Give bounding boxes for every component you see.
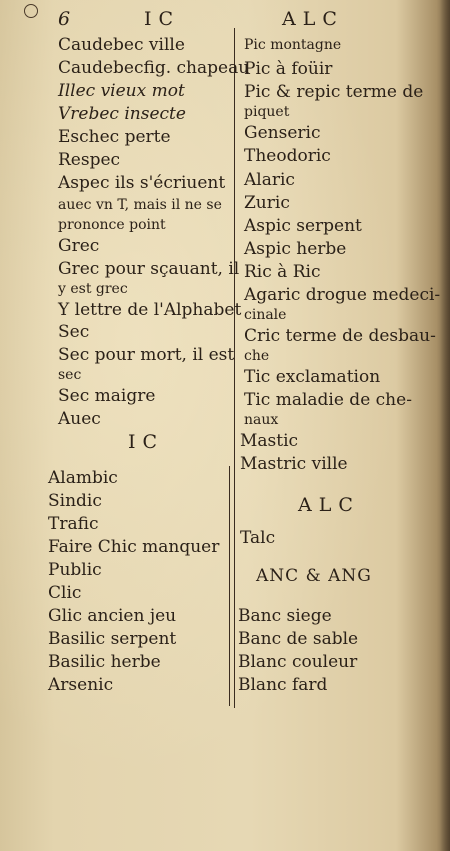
entry: Sindic bbox=[48, 491, 102, 511]
entry: Faire Chic manquer bbox=[48, 537, 220, 557]
entry: Glic ancien jeu bbox=[48, 606, 177, 626]
entry: prononce point bbox=[58, 217, 166, 233]
entry: Cric terme de desbau- bbox=[244, 326, 436, 346]
entry: Alambic bbox=[48, 468, 118, 488]
entry: Zuric bbox=[244, 193, 290, 213]
right-subheader-anc: ANC & ANG bbox=[256, 566, 372, 586]
entry: Illec vieux mot bbox=[58, 81, 185, 101]
page-number: 6 bbox=[58, 8, 71, 30]
entry: sec bbox=[58, 367, 82, 383]
entry: Mastic bbox=[240, 431, 299, 451]
right-header: ALC bbox=[282, 8, 344, 30]
entry: Caudebec ville bbox=[58, 35, 185, 55]
entry: Alaric bbox=[244, 170, 295, 190]
entry: Sec bbox=[58, 322, 90, 342]
entry: Pic à foüir bbox=[244, 59, 333, 79]
right-subheader-alc: ALC bbox=[298, 494, 360, 516]
entry: Pic & repic terme de bbox=[244, 82, 424, 102]
entry: Tic maladie de che- bbox=[244, 390, 412, 410]
entry: naux bbox=[244, 412, 279, 428]
entry: piquet bbox=[244, 104, 290, 120]
ornament-icon bbox=[24, 4, 38, 18]
column-divider bbox=[234, 28, 235, 708]
entry: Talc bbox=[240, 528, 276, 548]
entry: Banc siege bbox=[238, 606, 332, 626]
entry: Sec maigre bbox=[58, 386, 156, 406]
entry: Grec bbox=[58, 236, 100, 256]
entry: Grec pour sçauant, il bbox=[58, 259, 240, 279]
entry: Trafic bbox=[48, 514, 99, 534]
entry: Aspic serpent bbox=[244, 216, 362, 236]
column-divider-lower bbox=[229, 466, 230, 706]
entry: Blanc couleur bbox=[238, 652, 358, 672]
entry: Theodoric bbox=[244, 146, 331, 166]
entry: Basilic serpent bbox=[48, 629, 177, 649]
entry: Basilic herbe bbox=[48, 652, 161, 672]
entry: Genseric bbox=[244, 123, 321, 143]
entry: Y lettre de l'Alphabet bbox=[58, 300, 242, 320]
left-subheader: IC bbox=[128, 431, 165, 453]
entry: Banc de sable bbox=[238, 629, 359, 649]
entry: Sec pour mort, il est bbox=[58, 345, 235, 365]
entry: y est grec bbox=[58, 281, 128, 297]
entry: Mastric ville bbox=[240, 454, 348, 474]
entry: Auec bbox=[58, 409, 101, 429]
entry: cinale bbox=[244, 307, 287, 323]
entry: Respec bbox=[58, 150, 121, 170]
entry: Tic exclamation bbox=[244, 367, 381, 387]
left-header: IC bbox=[144, 8, 181, 30]
entry: Aspec ils s'écriuent bbox=[58, 173, 226, 193]
entry: Pic montagne bbox=[244, 37, 342, 53]
entry: Caudebecfig. chapeau bbox=[58, 58, 250, 78]
entry: Blanc fard bbox=[238, 675, 328, 695]
entry: Agaric drogue medeci- bbox=[244, 285, 441, 305]
entry: Eschec perte bbox=[58, 127, 171, 147]
entry: Vrebec insecte bbox=[58, 104, 186, 124]
entry: che bbox=[244, 348, 270, 364]
entry: Public bbox=[48, 560, 102, 580]
entry: auec vn T, mais il ne se bbox=[58, 197, 222, 213]
entry: Clic bbox=[48, 583, 82, 603]
entry: Arsenic bbox=[48, 675, 114, 695]
entry: Ric à Ric bbox=[244, 262, 321, 282]
entry: Aspic herbe bbox=[244, 239, 347, 259]
